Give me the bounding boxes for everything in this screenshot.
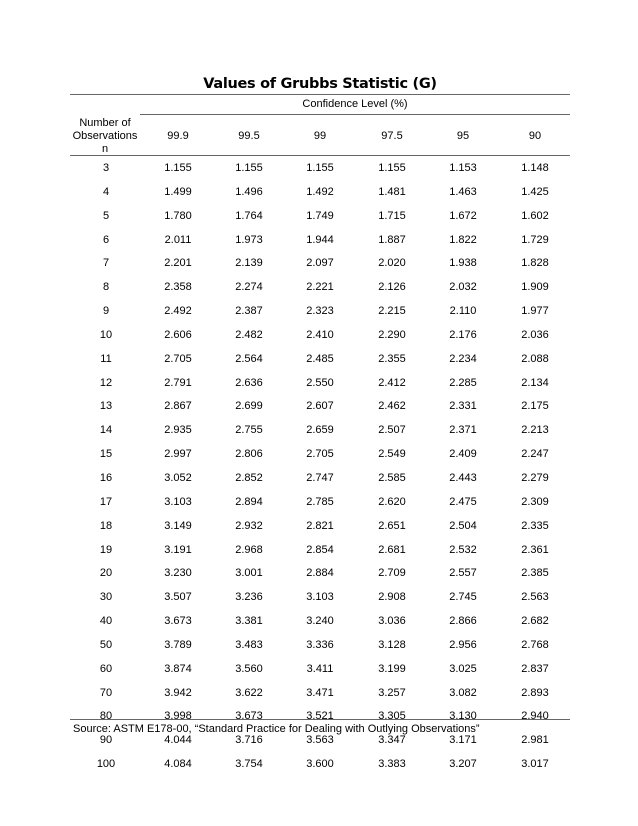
table-row [0, 634, 638, 658]
grubbs-value-cell: 2.201 [164, 257, 192, 270]
grubbs-value-cell: 2.410 [306, 328, 334, 341]
grubbs-value-cell: 2.620 [378, 495, 406, 508]
grubbs-value-cell: 2.247 [521, 448, 549, 461]
grubbs-value-cell: 2.279 [521, 471, 549, 484]
table-row [0, 419, 638, 443]
grubbs-value-cell: 3.754 [235, 758, 263, 771]
grubbs-value-cell: 2.699 [235, 400, 263, 413]
table-row [0, 586, 638, 610]
grubbs-value-cell: 2.221 [306, 281, 334, 294]
grubbs-value-cell: 2.409 [449, 448, 477, 461]
table-row [0, 395, 638, 419]
grubbs-value-cell: 2.747 [306, 471, 334, 484]
grubbs-value-cell: 2.607 [306, 400, 334, 413]
grubbs-value-cell: 2.032 [449, 281, 477, 294]
grubbs-value-cell: 3.789 [164, 638, 192, 651]
observations-cell: 10 [99, 328, 113, 341]
grubbs-value-cell: 3.128 [378, 638, 406, 651]
grubbs-value-cell: 1.909 [521, 281, 549, 294]
grubbs-value-cell: 3.236 [235, 591, 263, 604]
grubbs-value-cell: 2.940 [521, 710, 549, 723]
grubbs-value-cell: 4.084 [164, 758, 192, 771]
grubbs-value-cell: 3.471 [306, 686, 334, 699]
observations-cell: 20 [99, 567, 113, 580]
grubbs-value-cell: 2.681 [378, 543, 406, 556]
observations-cell: 40 [99, 615, 113, 628]
level-header-99: 99 [313, 130, 327, 142]
page-title: Values of Grubbs Statistic (G) [203, 76, 437, 92]
observations-cell: 50 [99, 638, 113, 651]
obs-label-line-2: Observations [72, 130, 138, 142]
grubbs-value-cell: 1.749 [306, 209, 334, 222]
grubbs-value-cell: 2.867 [164, 400, 192, 413]
table-row [0, 658, 638, 682]
grubbs-value-cell: 3.381 [235, 615, 263, 628]
grubbs-value-cell: 1.499 [164, 185, 192, 198]
grubbs-value-cell: 3.622 [235, 686, 263, 699]
grubbs-value-cell: 2.968 [235, 543, 263, 556]
observations-cell: 18 [99, 519, 113, 532]
grubbs-value-cell: 1.155 [378, 162, 406, 174]
grubbs-value-cell: 3.230 [164, 567, 192, 580]
grubbs-value-cell: 2.331 [449, 400, 477, 413]
grubbs-value-cell: 2.358 [164, 281, 192, 294]
grubbs-value-cell: 3.600 [306, 758, 334, 771]
bottom-rule [70, 719, 570, 720]
grubbs-value-cell: 2.036 [521, 328, 549, 341]
grubbs-value-cell: 1.148 [521, 162, 549, 174]
level-header-99-9: 99.9 [167, 130, 189, 142]
grubbs-value-cell: 2.475 [449, 495, 477, 508]
grubbs-value-cell: 1.764 [235, 209, 263, 222]
grubbs-value-cell: 2.935 [164, 424, 192, 437]
grubbs-value-cell: 3.171 [449, 734, 477, 747]
grubbs-value-cell: 3.052 [164, 471, 192, 484]
table-row [0, 443, 638, 467]
observations-cell: 4 [102, 185, 110, 198]
grubbs-value-cell: 2.492 [164, 305, 192, 318]
grubbs-value-cell: 2.462 [378, 400, 406, 413]
observations-cell: 100 [96, 758, 116, 771]
grubbs-value-cell: 2.821 [306, 519, 334, 532]
observations-cell: 14 [99, 424, 113, 437]
grubbs-value-cell: 2.806 [235, 448, 263, 461]
grubbs-value-cell: 3.521 [306, 710, 334, 723]
grubbs-value-cell: 2.932 [235, 519, 263, 532]
grubbs-value-cell: 2.385 [521, 567, 549, 580]
observations-cell: 60 [99, 662, 113, 675]
grubbs-value-cell: 1.973 [235, 233, 263, 246]
table-row [0, 229, 638, 253]
grubbs-value-cell: 1.155 [164, 162, 192, 174]
grubbs-value-cell: 2.335 [521, 519, 549, 532]
table-row [0, 205, 638, 229]
table-row [0, 539, 638, 563]
grubbs-value-cell: 2.361 [521, 543, 549, 556]
grubbs-value-cell: 2.285 [449, 376, 477, 389]
grubbs-value-cell: 4.044 [164, 734, 192, 747]
table-row [0, 157, 638, 181]
grubbs-value-cell: 2.852 [235, 471, 263, 484]
grubbs-value-cell: 1.822 [449, 233, 477, 246]
grubbs-value-cell: 3.998 [164, 710, 192, 723]
grubbs-value-cell: 1.938 [449, 257, 477, 270]
grubbs-value-cell: 2.176 [449, 328, 477, 341]
grubbs-value-cell: 1.153 [449, 162, 477, 174]
observations-cell: 11 [100, 352, 112, 365]
grubbs-value-cell: 3.001 [235, 567, 263, 580]
grubbs-value-cell: 2.745 [449, 591, 477, 604]
grubbs-value-cell: 2.557 [449, 567, 477, 580]
grubbs-value-cell: 1.977 [521, 305, 549, 318]
grubbs-value-cell: 3.199 [378, 662, 406, 675]
top-rule [70, 94, 570, 95]
grubbs-value-cell: 2.020 [378, 257, 406, 270]
grubbs-value-cell: 1.492 [306, 185, 334, 198]
grubbs-value-cell: 2.755 [235, 424, 263, 437]
grubbs-value-cell: 2.290 [378, 328, 406, 341]
grubbs-value-cell: 1.463 [449, 185, 477, 198]
table-row [0, 252, 638, 276]
observations-cell: 19 [99, 543, 113, 556]
observations-cell: 9 [102, 305, 110, 318]
table-row [0, 372, 638, 396]
confidence-rule [140, 114, 570, 115]
observations-cell: 30 [99, 591, 113, 604]
grubbs-value-cell: 1.944 [306, 233, 334, 246]
table-body [0, 157, 638, 777]
grubbs-value-cell: 3.240 [306, 615, 334, 628]
grubbs-value-cell: 2.175 [521, 400, 549, 413]
grubbs-value-cell: 3.563 [306, 734, 334, 747]
table-row [0, 515, 638, 539]
table-row [0, 324, 638, 348]
grubbs-value-cell: 2.636 [235, 376, 263, 389]
table-row [0, 682, 638, 706]
grubbs-value-cell: 2.709 [378, 567, 406, 580]
grubbs-value-cell: 1.155 [235, 162, 263, 174]
grubbs-value-cell: 1.828 [521, 257, 549, 270]
grubbs-value-cell: 3.025 [449, 662, 477, 675]
source-note: Source: ASTM E178-00, “Standard Practice for Dealing with Outlying Observations” [73, 723, 480, 735]
grubbs-value-cell: 3.036 [378, 615, 406, 628]
table-row [0, 276, 638, 300]
grubbs-value-cell: 2.234 [449, 352, 477, 365]
grubbs-value-cell: 2.981 [521, 734, 549, 747]
grubbs-value-cell: 2.768 [521, 638, 549, 651]
grubbs-value-cell: 2.323 [306, 305, 334, 318]
grubbs-value-cell: 3.130 [449, 710, 477, 723]
confidence-level-label: Confidence Level (%) [302, 98, 408, 110]
grubbs-value-cell: 2.309 [521, 495, 549, 508]
grubbs-value-cell: 3.507 [164, 591, 192, 604]
grubbs-value-cell: 3.673 [164, 615, 192, 628]
grubbs-value-cell: 1.887 [378, 233, 406, 246]
observations-cell: 16 [99, 471, 113, 484]
grubbs-value-cell: 3.191 [164, 543, 192, 556]
grubbs-value-cell: 2.482 [235, 328, 263, 341]
grubbs-value-cell: 2.564 [235, 352, 263, 365]
grubbs-value-cell: 2.549 [378, 448, 406, 461]
table-row [0, 562, 638, 586]
table-row [0, 610, 638, 634]
grubbs-value-cell: 2.908 [378, 591, 406, 604]
grubbs-value-cell: 2.659 [306, 424, 334, 437]
grubbs-value-cell: 2.355 [378, 352, 406, 365]
obs-label-line-1: Number of [79, 117, 131, 129]
table-row [0, 753, 638, 777]
grubbs-value-cell: 2.110 [449, 305, 477, 318]
grubbs-value-cell: 2.956 [449, 638, 477, 651]
observations-cell: 15 [99, 448, 113, 461]
grubbs-value-cell: 3.411 [306, 662, 334, 675]
grubbs-value-cell: 3.336 [306, 638, 334, 651]
observations-header [70, 117, 140, 156]
observations-cell: 3 [102, 162, 110, 174]
table-row [0, 348, 638, 372]
observations-cell: 7 [102, 257, 110, 270]
grubbs-value-cell: 3.103 [306, 591, 334, 604]
grubbs-value-cell: 2.215 [378, 305, 406, 318]
header-rule [70, 155, 570, 156]
grubbs-value-cell: 2.371 [449, 424, 477, 437]
grubbs-value-cell: 2.997 [164, 448, 192, 461]
grubbs-value-cell: 2.705 [164, 352, 192, 365]
observations-cell: 12 [99, 376, 113, 389]
grubbs-value-cell: 1.155 [306, 162, 334, 174]
grubbs-value-cell: 3.082 [449, 686, 477, 699]
grubbs-value-cell: 3.874 [164, 662, 192, 675]
grubbs-value-cell: 3.716 [235, 734, 263, 747]
observations-cell: 90 [99, 734, 113, 747]
grubbs-value-cell: 2.651 [378, 519, 406, 532]
table-row [0, 181, 638, 205]
grubbs-value-cell: 2.213 [521, 424, 549, 437]
grubbs-value-cell: 2.507 [378, 424, 406, 437]
grubbs-value-cell: 3.207 [449, 758, 477, 771]
grubbs-value-cell: 2.550 [306, 376, 334, 389]
grubbs-value-cell: 1.602 [521, 209, 549, 222]
observations-cell: 70 [99, 686, 113, 699]
observations-cell: 13 [99, 400, 113, 413]
table-row [0, 491, 638, 515]
obs-label-line-3: n [101, 143, 109, 155]
table-row [0, 467, 638, 491]
grubbs-value-cell: 2.088 [521, 352, 549, 365]
grubbs-value-cell: 3.483 [235, 638, 263, 651]
grubbs-value-cell: 2.504 [449, 519, 477, 532]
observations-cell: 80 [99, 710, 113, 723]
grubbs-value-cell: 2.791 [164, 376, 192, 389]
grubbs-value-cell: 1.496 [235, 185, 263, 198]
grubbs-value-cell: 2.585 [378, 471, 406, 484]
grubbs-value-cell: 2.785 [306, 495, 334, 508]
level-header-97-5: 97.5 [381, 130, 403, 142]
observations-cell: 8 [102, 281, 110, 294]
grubbs-value-cell: 2.893 [521, 686, 549, 699]
grubbs-value-cell: 2.866 [449, 615, 477, 628]
grubbs-value-cell: 2.884 [306, 567, 334, 580]
grubbs-value-cell: 2.837 [521, 662, 549, 675]
grubbs-value-cell: 2.532 [449, 543, 477, 556]
grubbs-value-cell: 2.274 [235, 281, 263, 294]
grubbs-value-cell: 1.729 [521, 233, 549, 246]
grubbs-value-cell: 2.682 [521, 615, 549, 628]
grubbs-value-cell: 2.443 [449, 471, 477, 484]
grubbs-value-cell: 2.139 [235, 257, 263, 270]
grubbs-value-cell: 2.563 [521, 591, 549, 604]
grubbs-value-cell: 3.673 [235, 710, 263, 723]
grubbs-value-cell: 1.672 [449, 209, 477, 222]
grubbs-value-cell: 3.560 [235, 662, 263, 675]
grubbs-value-cell: 1.715 [378, 209, 406, 222]
observations-cell: 6 [102, 233, 110, 246]
level-header-99-5: 99.5 [238, 130, 260, 142]
observations-cell: 5 [102, 209, 110, 222]
grubbs-value-cell: 3.305 [378, 710, 406, 723]
grubbs-value-cell: 1.425 [521, 185, 549, 198]
grubbs-value-cell: 1.780 [164, 209, 192, 222]
grubbs-value-cell: 2.126 [378, 281, 406, 294]
grubbs-value-cell: 2.894 [235, 495, 263, 508]
grubbs-value-cell: 2.097 [306, 257, 334, 270]
grubbs-value-cell: 3.347 [378, 734, 406, 747]
grubbs-value-cell: 3.103 [164, 495, 192, 508]
grubbs-value-cell: 2.134 [521, 376, 549, 389]
grubbs-value-cell: 3.942 [164, 686, 192, 699]
grubbs-value-cell: 3.017 [521, 758, 549, 771]
grubbs-value-cell: 2.854 [306, 543, 334, 556]
grubbs-value-cell: 2.485 [306, 352, 334, 365]
grubbs-value-cell: 3.383 [378, 758, 406, 771]
grubbs-value-cell: 3.257 [378, 686, 406, 699]
grubbs-value-cell: 3.149 [164, 519, 192, 532]
grubbs-value-cell: 1.481 [378, 185, 406, 198]
level-header-90: 90 [528, 130, 542, 142]
observations-cell: 17 [99, 495, 113, 508]
grubbs-value-cell: 2.412 [378, 376, 406, 389]
grubbs-value-cell: 2.387 [235, 305, 263, 318]
level-header-95: 95 [456, 130, 470, 142]
grubbs-value-cell: 2.705 [306, 448, 334, 461]
table-row [0, 300, 638, 324]
grubbs-value-cell: 2.011 [164, 233, 192, 246]
grubbs-value-cell: 2.606 [164, 328, 192, 341]
